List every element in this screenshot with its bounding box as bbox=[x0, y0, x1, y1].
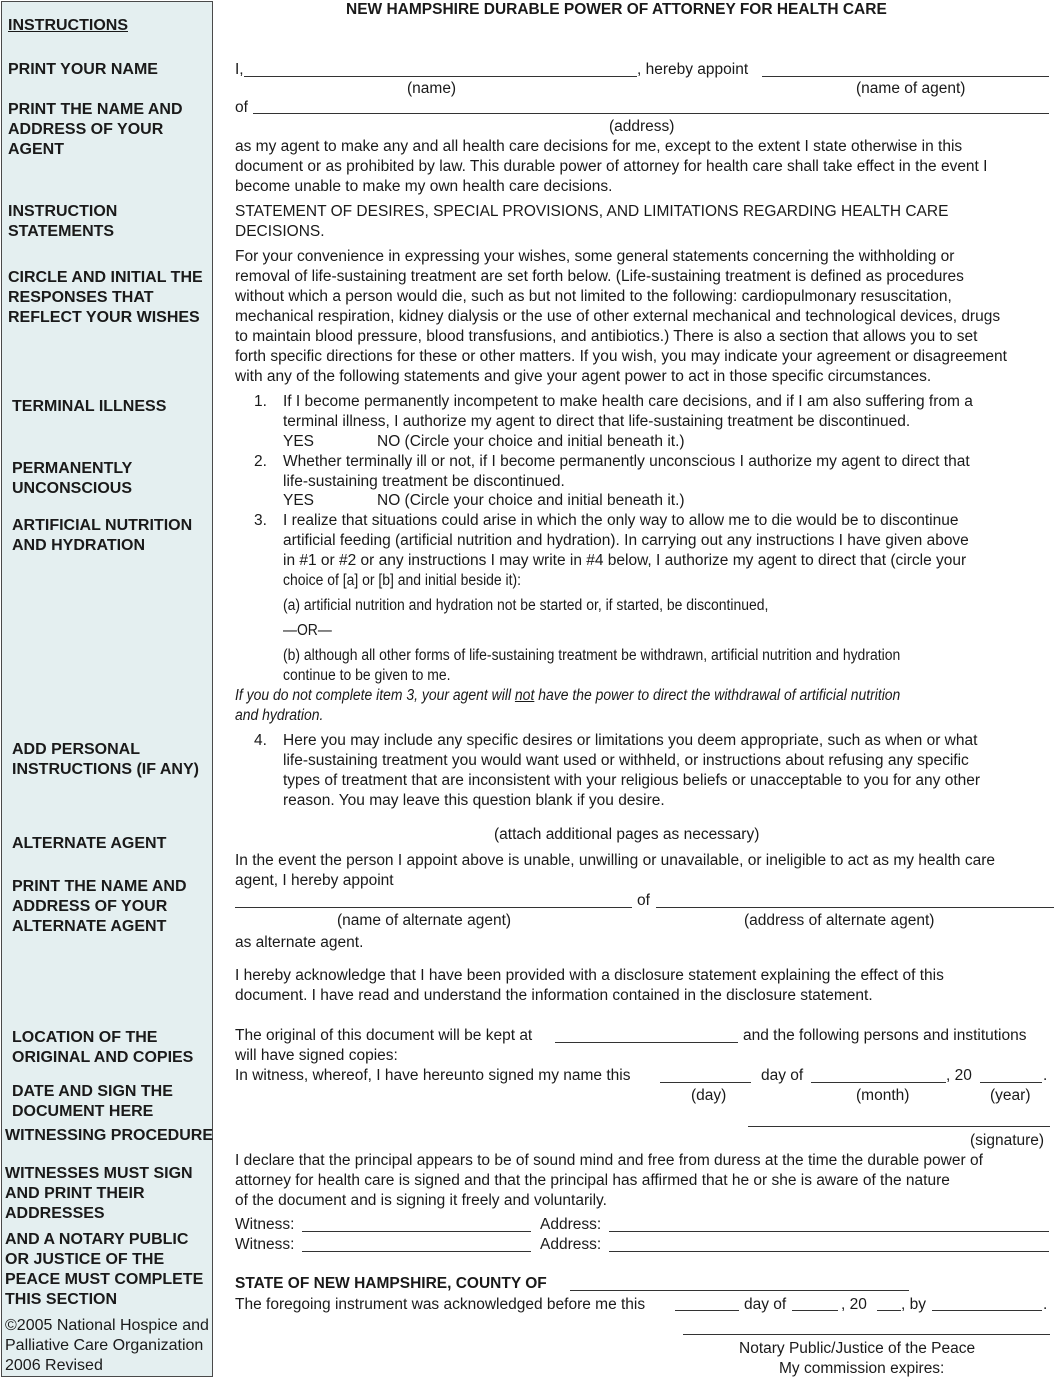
item4-line-2: life-sustaining treatment you would want used or withheld, or instructions about refusing any specific bbox=[283, 752, 969, 769]
sidebar-instruction-line: PERMANENTLY bbox=[12, 460, 133, 477]
copyright-line: 2006 Revised bbox=[5, 1357, 103, 1374]
sidebar-instruction-line: OR JUSTICE OF THE bbox=[5, 1251, 165, 1268]
acknowledge-line-2: document. I have read and understand the information contained in the disclosure statement. bbox=[235, 987, 873, 1004]
declaration-line-1: I declare that the principal appears to be of sound mind and free from duress at the time the durable power of bbox=[235, 1152, 983, 1169]
witness-1-address-label: Address: bbox=[540, 1216, 602, 1233]
notary-month-field[interactable] bbox=[792, 1310, 838, 1311]
item3-option-a[interactable]: (a) artificial nutrition and hydration not be started or, if started, be discontinued, bbox=[283, 597, 769, 614]
item3-choice-line: choice of [a] or [b] and initial beside it): bbox=[283, 572, 522, 589]
notary-signature-field[interactable] bbox=[683, 1334, 1050, 1335]
signing-year-field[interactable] bbox=[980, 1082, 1042, 1083]
alternate-agent-name-field[interactable] bbox=[235, 907, 632, 908]
statement-intro-line: with any of the following statements and give your agent power to act in those specific circumstances. bbox=[235, 368, 932, 385]
notary-by-name-field[interactable] bbox=[932, 1310, 1042, 1311]
sidebar-instruction-line: AND A NOTARY PUBLIC bbox=[5, 1231, 189, 1248]
item2-line-2: life-sustaining treatment be discontinued. bbox=[283, 473, 565, 490]
attach-pages-note: (attach additional pages as necessary) bbox=[494, 826, 760, 843]
item1-line-2: terminal illness, I authorize my agent to direct that life-sustaining treatment be discontinued. bbox=[283, 413, 911, 430]
item3-line-2: artificial feeding (artificial nutrition and hydration). In carrying out any instructions I have given above bbox=[283, 532, 969, 549]
statement-intro-line: mechanical respiration, kidney dialysis or the use of other external mechanical and technological devices, drugs bbox=[235, 308, 1001, 325]
witness-2-label: Witness: bbox=[235, 1236, 295, 1253]
item4-number: 4. bbox=[254, 732, 267, 749]
sidebar-instruction-line: ORIGINAL AND COPIES bbox=[12, 1049, 194, 1066]
item3-option-b-1[interactable]: (b) although all other forms of life-sustaining treatment be withdrawn, artificial nutrition and hydration bbox=[283, 647, 901, 664]
location-post: and the following persons and institutions bbox=[743, 1027, 1027, 1044]
sidebar-instruction-line: WITNESSING PROCEDURE bbox=[5, 1127, 214, 1144]
notary-state-county: STATE OF NEW HAMPSHIRE, COUNTY OF bbox=[235, 1275, 547, 1292]
item2-number: 2. bbox=[254, 453, 267, 470]
sidebar-instruction-line: ADD PERSONAL bbox=[12, 741, 141, 758]
sidebar-instruction-line: ADDRESS OF YOUR bbox=[8, 121, 164, 138]
alternate-line-1: In the event the person I appoint above is unable, unwilling or unavailable, or ineligible to act as my health care bbox=[235, 852, 995, 869]
i-prefix: I, bbox=[235, 61, 244, 78]
item1-number: 1. bbox=[254, 393, 267, 410]
item1-no-option[interactable]: NO (Circle your choice and initial beneath it.) bbox=[377, 433, 685, 450]
statement-intro-line: without which a person would die, such as but not limited to the following: cardiopulmonary resuscitation, bbox=[235, 288, 952, 305]
notary-day-of: day of bbox=[744, 1296, 787, 1313]
sidebar-instruction-line: ADDRESSES bbox=[5, 1205, 105, 1222]
appoint-body-1: as my agent to make any and all health care decisions for me, except to the extent I state otherwise in this bbox=[235, 138, 963, 155]
address-label: (address) bbox=[609, 118, 675, 135]
notary-by: , by bbox=[901, 1296, 926, 1313]
notary-ack-pre: The foregoing instrument was acknowledged before me this bbox=[235, 1296, 646, 1313]
item3-number: 3. bbox=[254, 512, 267, 529]
signing-period: . bbox=[1043, 1067, 1048, 1084]
item1-line-1: If I become permanently incompetent to make health care decisions, and if I am also suffering from a bbox=[283, 393, 973, 410]
item3-option-b-2: continue to be given to me. bbox=[283, 667, 451, 684]
statement-intro-line: For your convenience in expressing your wishes, some general statements concerning the withholding or bbox=[235, 248, 955, 265]
item4-line-4: reason. You may leave this question blank if you desire. bbox=[283, 792, 665, 809]
sidebar-instruction-line: STATEMENTS bbox=[8, 223, 115, 240]
location-pre: The original of this document will be kept at bbox=[235, 1027, 533, 1044]
item3-line-1: I realize that situations could arise in which the only way to allow me to die would be to discontinue bbox=[283, 512, 959, 529]
sidebar-instruction-line: ADDRESS OF YOUR bbox=[12, 898, 168, 915]
statement-intro-line: to maintain blood pressure, blood transfusions, and antibiotics.) There is also a section that allows you to set bbox=[235, 328, 978, 345]
witness-2-signature-field[interactable] bbox=[302, 1251, 531, 1252]
sidebar-instruction-line: THIS SECTION bbox=[5, 1291, 118, 1308]
item2-yes-option[interactable]: YES bbox=[283, 492, 315, 509]
notary-county-field[interactable] bbox=[570, 1290, 909, 1291]
item3-warning-line-1: If you do not complete item 3, your agent will not have the power to direct the withdrawal of artificial nutrition bbox=[235, 687, 901, 704]
sidebar-instruction-line: INSTRUCTIONS (IF ANY) bbox=[12, 761, 199, 778]
sidebar-instruction-line: UNCONSCIOUS bbox=[12, 480, 133, 497]
sidebar-instruction-line: PEACE MUST COMPLETE bbox=[5, 1271, 204, 1288]
acknowledge-line-1: I hereby acknowledge that I have been provided with a disclosure statement explaining the effect of this bbox=[235, 967, 944, 984]
hereby-appoint-text: , hereby appoint bbox=[637, 61, 749, 78]
sidebar-instruction-line: WITNESSES MUST SIGN bbox=[5, 1165, 193, 1182]
signing-day-field[interactable] bbox=[660, 1082, 751, 1083]
statement-heading-1: STATEMENT OF DESIRES, SPECIAL PROVISIONS, AND LIMITATIONS REGARDING HEALTH CARE bbox=[235, 203, 949, 220]
alternate-of-text: of bbox=[637, 892, 650, 909]
notary-commission-expires: My commission expires: bbox=[779, 1360, 945, 1377]
item2-no-option[interactable]: NO (Circle your choice and initial beneath it.) bbox=[377, 492, 685, 509]
sidebar-instruction-line: AND HYDRATION bbox=[12, 537, 146, 554]
sidebar-instruction-line: INSTRUCTION bbox=[8, 203, 118, 220]
name-label: (name) bbox=[407, 80, 457, 97]
sidebar-instruction-line: REFLECT YOUR WISHES bbox=[8, 309, 200, 326]
sidebar-instruction-line: ALTERNATE AGENT bbox=[12, 835, 167, 852]
alternate-agent-address-field[interactable] bbox=[656, 907, 1054, 908]
sidebar-instruction-line: CIRCLE AND INITIAL THE bbox=[8, 269, 203, 286]
agent-address-field[interactable] bbox=[253, 113, 1049, 114]
sidebar-heading: INSTRUCTIONS bbox=[8, 17, 128, 34]
declaration-line-2: attorney for health care is signed and that the principal has affirmed that he or she is aware of the nature bbox=[235, 1172, 950, 1189]
copyright-line: Palliative Care Organization bbox=[5, 1337, 204, 1354]
year-label: (year) bbox=[990, 1087, 1031, 1104]
statement-intro-line: forth specific directions for these or other matters. If you wish, you may indicate your agreement or disagreement bbox=[235, 348, 1007, 365]
signing-month-field[interactable] bbox=[811, 1082, 946, 1083]
item4-line-1: Here you may include any specific desires or limitations you deem appropriate, such as when or what bbox=[283, 732, 978, 749]
sidebar-instruction-line: DATE AND SIGN THE bbox=[12, 1083, 173, 1100]
sidebar-instruction-line: AND PRINT THEIR bbox=[5, 1185, 145, 1202]
signing-pre: In witness, whereof, I have hereunto signed my name this bbox=[235, 1067, 631, 1084]
alternate-line-2: agent, I hereby appoint bbox=[235, 872, 394, 889]
sidebar-instruction-line: PRINT THE NAME AND bbox=[12, 878, 187, 895]
alternate-address-label: (address of alternate agent) bbox=[744, 912, 935, 929]
principal-name-field[interactable] bbox=[244, 76, 637, 77]
declaration-line-3: of the document and is signing it freely and voluntarily. bbox=[235, 1192, 607, 1209]
sidebar-instruction-line: TERMINAL ILLNESS bbox=[12, 398, 167, 415]
location-line-2: will have signed copies: bbox=[235, 1047, 398, 1064]
witness-1-address-field[interactable] bbox=[609, 1231, 1049, 1232]
item2-line-1: Whether terminally ill or not, if I become permanently unconscious I authorize my agent to direct that bbox=[283, 453, 970, 470]
item3-warning-line-2: and hydration. bbox=[235, 707, 324, 724]
agent-name-field[interactable] bbox=[762, 76, 1049, 77]
of-prefix: of bbox=[235, 99, 248, 116]
appoint-body-3: become unable to make my own health care decisions. bbox=[235, 178, 613, 195]
item1-yes-option[interactable]: YES bbox=[283, 433, 315, 450]
as-alternate-agent-text: as alternate agent. bbox=[235, 934, 364, 951]
original-location-field[interactable] bbox=[555, 1042, 738, 1043]
witness-2-address-field[interactable] bbox=[609, 1251, 1049, 1252]
statement-heading-2: DECISIONS. bbox=[235, 223, 325, 240]
notary-year-field[interactable] bbox=[877, 1310, 901, 1311]
notary-period: . bbox=[1043, 1296, 1048, 1313]
sidebar-instruction-line: LOCATION OF THE bbox=[12, 1029, 158, 1046]
agent-name-label: (name of agent) bbox=[856, 80, 966, 97]
signing-day-of: day of bbox=[761, 1067, 804, 1084]
sidebar-instruction-line: PRINT YOUR NAME bbox=[8, 61, 158, 78]
item4-line-3: types of treatment that are inconsistent with your religious beliefs or unacceptable to you for any other bbox=[283, 772, 981, 789]
sidebar-instruction-line: DOCUMENT HERE bbox=[12, 1103, 154, 1120]
witness-1-label: Witness: bbox=[235, 1216, 295, 1233]
statement-intro-line: removal of life-sustaining treatment are set forth below. (Life-sustaining treatment is defined as procedures bbox=[235, 268, 964, 285]
principal-signature-field[interactable] bbox=[748, 1126, 1050, 1127]
alternate-name-label: (name of alternate agent) bbox=[337, 912, 512, 929]
notary-day-field[interactable] bbox=[675, 1310, 739, 1311]
witness-1-signature-field[interactable] bbox=[302, 1231, 531, 1232]
notary-comma-20: , 20 bbox=[841, 1296, 867, 1313]
page-title: NEW HAMPSHIRE DURABLE POWER OF ATTORNEY FOR HEALTH CARE bbox=[346, 1, 887, 18]
sidebar-instruction-line: PRINT THE NAME AND bbox=[8, 101, 183, 118]
item3-line-3: in #1 or #2 or any instructions I may write in #4 below, I authorize my agent to direct that (circle your bbox=[283, 552, 967, 569]
notary-title: Notary Public/Justice of the Peace bbox=[739, 1340, 976, 1357]
sidebar-instruction-line: RESPONSES THAT bbox=[8, 289, 154, 306]
signing-comma-20: , 20 bbox=[946, 1067, 972, 1084]
signature-label: (signature) bbox=[970, 1132, 1045, 1149]
month-label: (month) bbox=[856, 1087, 910, 1104]
day-label: (day) bbox=[691, 1087, 727, 1104]
item3-or-separator: —OR— bbox=[283, 622, 332, 639]
sidebar-instruction-line: AGENT bbox=[8, 141, 64, 158]
sidebar-instruction-line: ALTERNATE AGENT bbox=[12, 918, 167, 935]
copyright-line: ©2005 National Hospice and bbox=[5, 1317, 209, 1334]
witness-2-address-label: Address: bbox=[540, 1236, 602, 1253]
appoint-body-2: document or as prohibited by law. This durable power of attorney for health care shall take effect in the event I bbox=[235, 158, 988, 175]
sidebar-instruction-line: ARTIFICIAL NUTRITION bbox=[12, 517, 193, 534]
